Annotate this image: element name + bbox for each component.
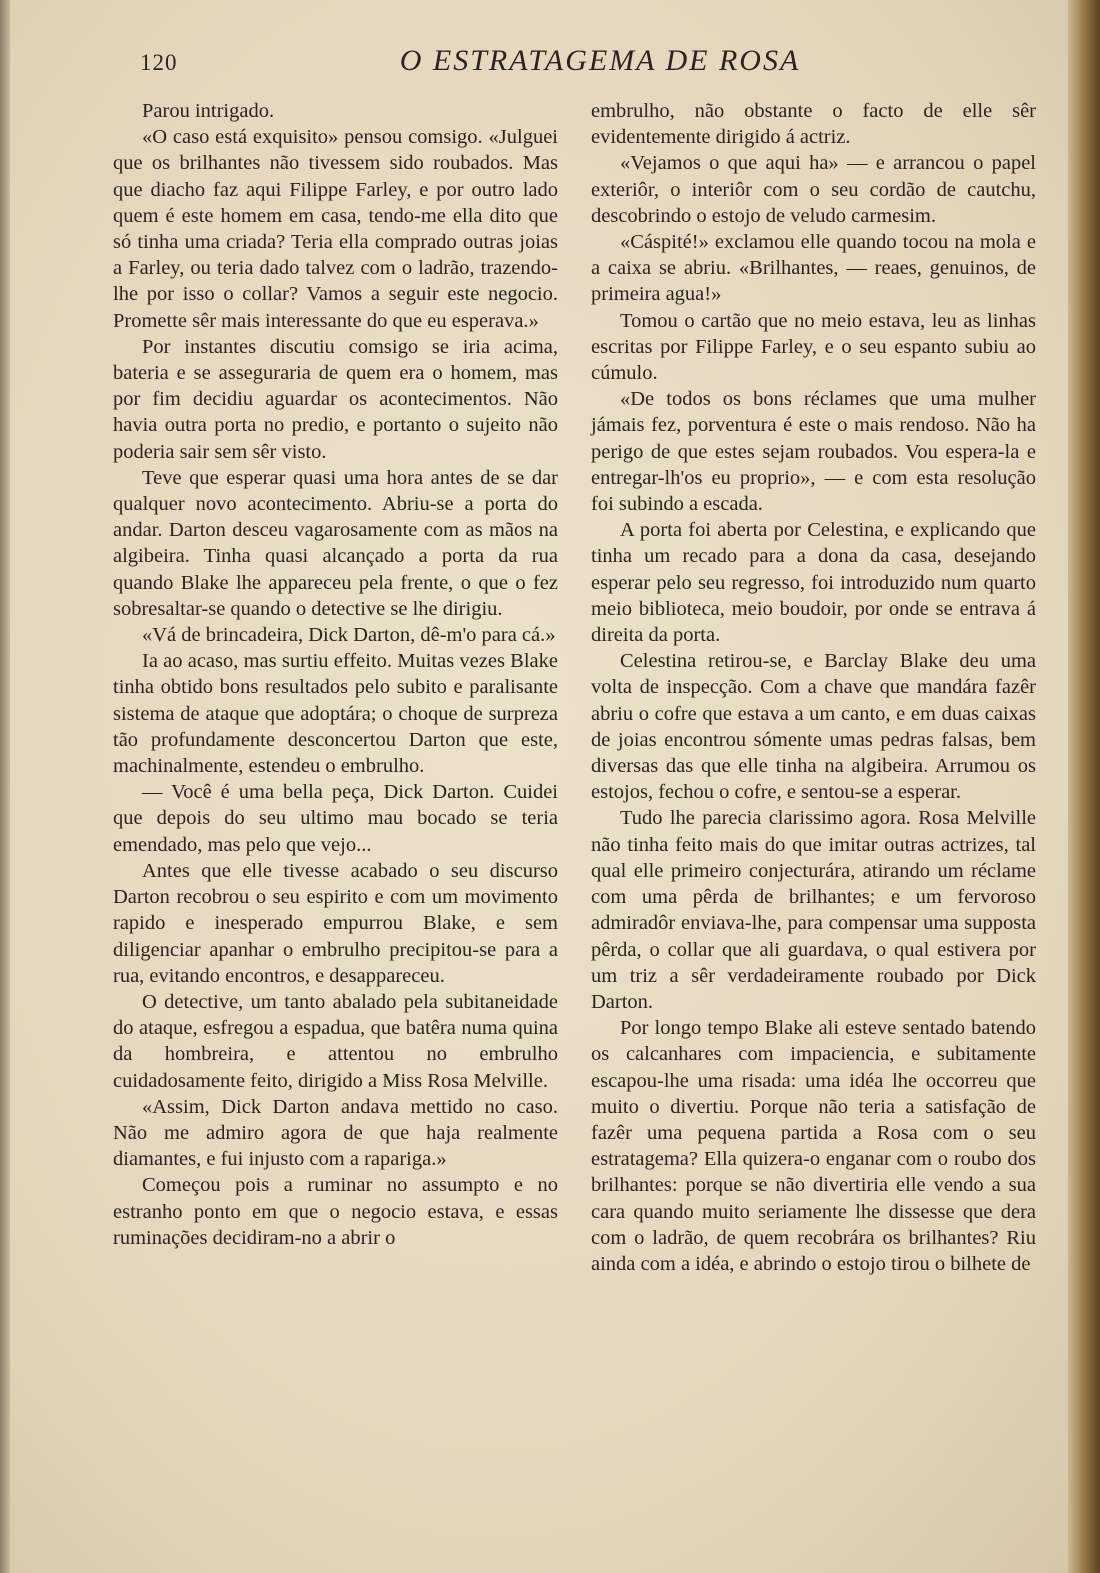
paragraph: Teve que esperar quasi uma hora antes de se dar qualquer novo acontecimento. Abriu-se a porta do andar. Darton desceu vagarosamente com as mãos na algibeira. Tinha quasi alcançado a porta da rua quando Blake lhe appareceu pela frente, o que o fez sobresaltar-se quando o detective se lhe dirigiu. [113, 466, 558, 620]
paragraph: Por longo tempo Blake ali esteve sentado batendo os calcanhares com impaciencia, e subitamente escapou-lhe uma risada: uma idéa lhe occorreu que muito o divertiu. Porque não teria a satisfação de fazêr uma pequena partida a Rosa com o seu estratagema? Ella quizera-o enganar com o roubo dos brilhantes: porque se não divertiria elle vendo a sua cara quando muito seriamente lhe dissesse que dera com o ladrão, de quem recobrára os brilhantes? Riu ainda com a idéa, e abrindo o estojo tirou o bilhete de [591, 1017, 1036, 1275]
paragraph: «Vejamos o que aqui ha» — e arrancou o papel exteriôr, o interiôr com o seu cordão de cautchu, descobrindo o estojo de veludo carmesim. [591, 152, 1036, 227]
paragraph: «Vá de brincadeira, Dick Darton, dê-m'o para cá.» [142, 624, 556, 647]
paragraph: «De todos os bons réclames que uma mulher jámais fez, porventura é este o mais rendoso. Não ha perigo de que estes sejam roubados. Vou espera-la e entregar-lh'os eu proprio», — e com esta resolução foi subindo a escada. [591, 388, 1036, 516]
left-text-column [113, 98, 558, 1251]
paragraph: «Cáspité!» exclamou elle quando tocou na mola e a caixa se abriu. «Brilhantes, — reaes, genuinos, de primeira agua!» [591, 231, 1036, 306]
page-left-edge [0, 0, 10, 1573]
paragraph: O detective, um tanto abalado pela subitaneidade do ataque, esfregou a espadua, que batêra numa quina da hombreira, e attentou no embrulho cuidadosamente feito, dirigido a Miss Rosa Melville. [113, 990, 558, 1092]
paragraph: Parou intrigado. [142, 100, 275, 122]
paragraph: Por instantes discutiu comsigo se iria acima, bateria e se asseguraria de quem era o homem, mas por fim decidiu aguardar os acontecimentos. Não havia outra porta no predio, e portanto o sujeito não poderia sair sem sêr visto. [113, 335, 558, 463]
paragraph: Começou pois a ruminar no assumpto e no estranho ponto em que o negocio estava, e essas ruminações decidiram-no a abrir o [113, 1174, 558, 1249]
paragraph: «Assim, Dick Darton andava mettido no caso. Não me admiro agora de que haja realmente diamantes, e fui injusto com a rapariga.» [113, 1095, 558, 1171]
paragraph: — Você é uma bella peça, Dick Darton. Cuidei que depois do seu ultimo mau bocado se teria emendado, mas pelo que vejo... [113, 781, 558, 856]
paragraph: Tudo lhe parecia clarissimo agora. Rosa Melville não tinha feito mais do que imitar outras actrizes, tal qual elle primeiro conjecturára, atirando um réclame com uma pêrda de brilhantes; e um fervoroso admiradôr enviava-lhe, para compensar uma supposta pêrda, o collar que ali guardava, o qual estivera por um triz a sêr verdadeiramente roubado por Dick Darton. [591, 807, 1036, 1013]
page-number: 120 [140, 50, 178, 75]
running-title: O ESTRATAGEMA DE ROSA [399, 44, 801, 77]
page-header [140, 44, 1040, 84]
paragraph: Antes que elle tivesse acabado o seu discurso Darton recobrou o seu espirito e com um movimento rapido e inesperado empurrou Blake, e sem diligenciar apanhar o embrulho precipitou-se para a rua, evitando encontros, e desappareceu. [113, 859, 558, 987]
book-spine-edge [1068, 0, 1100, 1573]
paragraph: A porta foi aberta por Celestina, e explicando que tinha um recado para a dona da casa, desejando esperar pelo seu regresso, foi introduzido num quarto meio biblioteca, meio boudoir, por onde se entrava á direita da porta. [591, 519, 1036, 647]
paragraph: Tomou o cartão que no meio estava, leu as linhas escritas por Filippe Farley, e o seu espanto subiu ao cúmulo. [591, 309, 1036, 385]
paragraph-continued: embrulho, não obstante o facto de elle sêr evidentemente dirigido á actriz. [591, 100, 1036, 149]
paragraph: «O caso está exquisito» pensou comsigo. «Julguei que os brilhantes não tivessem sido roubados. Mas que diacho faz aqui Filippe Farley, e por outro lado quem é este homem em casa, tendo-me ella dito que só tinha uma criada? Teria ella comprado outras joias a Farley, ou teria dado talvez com o ladrão, trazendo-lhe por isso o collar? Vamos a seguir este negocio. Promette sêr mais interessante do que eu esperava.» [113, 126, 558, 332]
paragraph: Ia ao acaso, mas surtiu effeito. Muitas vezes Blake tinha obtido bons resultados pelo subito e paralisante sistema de ataque que adoptára; o choque de surpreza tão profundamente desconcertou Darton que este, machinalmente, estendeu o embrulho. [113, 650, 558, 778]
paragraph: Celestina retirou-se, e Barclay Blake deu uma volta de inspecção. Com a chave que mandára fazêr abriu o cofre que estava a um canto, e em duas caixas de joias encontrou sómente umas pedras falsas, bem diversas das que elle tinha na algibeira. Arrumou os estojos, fechou o cofre, e sentou-se a esperar. [591, 650, 1036, 804]
right-text-column [591, 98, 1036, 1277]
